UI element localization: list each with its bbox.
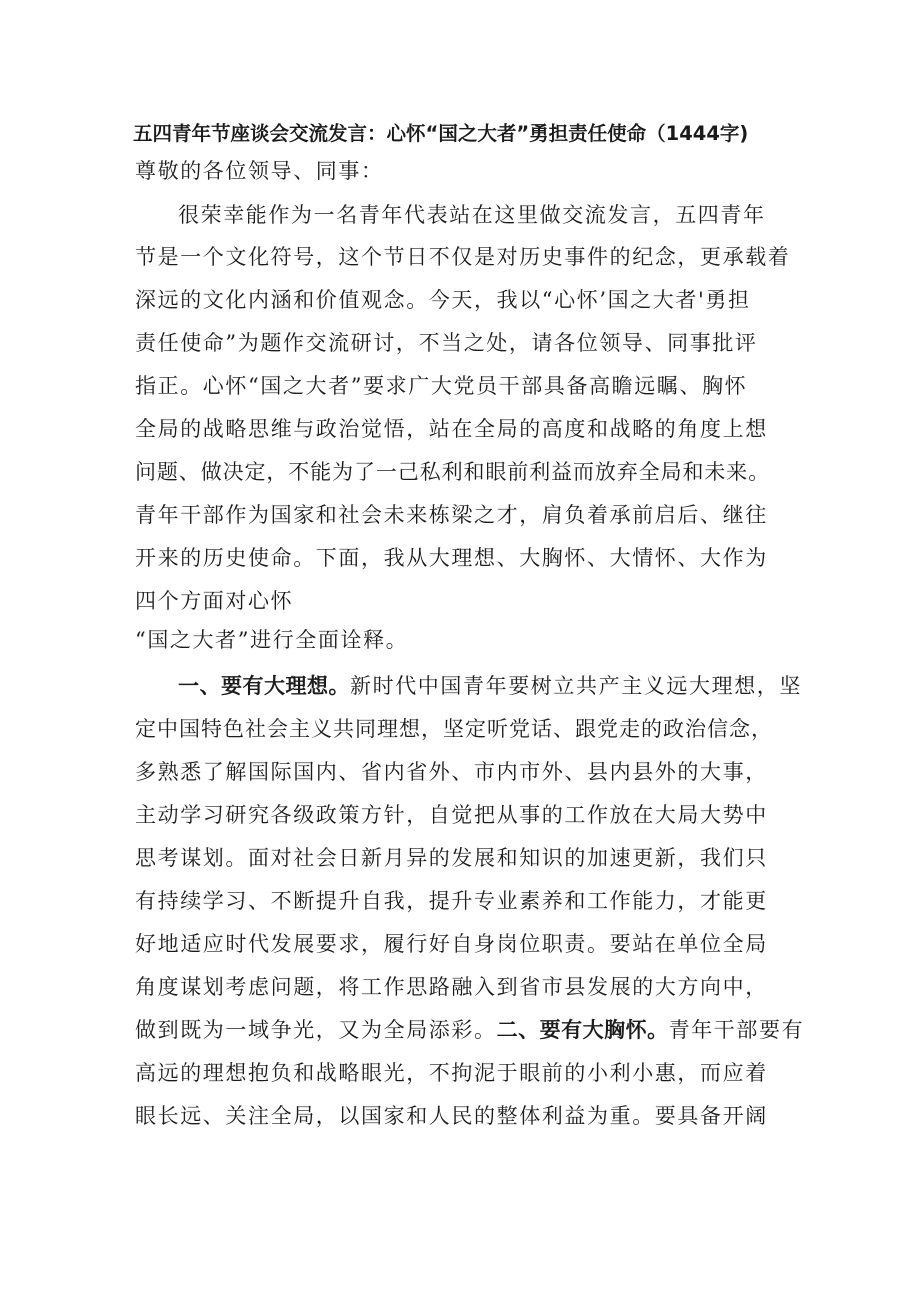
greeting: 尊敬的各位领导、同事：: [135, 159, 384, 183]
intro-line: “国之大者”进行全面诠释。: [135, 628, 409, 652]
section1-line: 好地适应时代发展要求，履行好自身岗位职责。要站在单位全局: [135, 932, 768, 956]
document-title: 五四青年节座谈会交流发言：心怀“国之大者”勇担责任使命（1444字): [133, 122, 749, 145]
section2-heading: 二、要有大胸怀。: [496, 1018, 669, 1042]
section1-line: 定中国特色社会主义共同理想，坚定听党话、跟党走的政治信念，: [135, 717, 773, 741]
section1-line: 思考谋划。面对社会日新月异的发展和知识的加速更新，我们只: [135, 846, 768, 870]
section1-last-line: [135, 1015, 804, 1045]
section1-last: 做到既为一域争光，又为全局添彩。: [135, 1018, 497, 1042]
section2-first-rest: 青年干部要有: [668, 1018, 805, 1042]
intro-line: 青年干部作为国家和社会未来栋梁之才，肩负着承前启后、继往: [135, 503, 768, 527]
intro-line: 全局的战略思维与政治觉悟，站在全局的高度和战略的角度上想: [135, 417, 768, 441]
intro-line: 四个方面对心怀: [135, 589, 294, 613]
section1-heading: 一、要有大理想。: [178, 674, 350, 698]
section1-first-rest: 新时代中国青年要树立共产主义远大理想，坚: [350, 674, 802, 698]
section1-line: 多熟悉了解国际国内、省内省外、市内市外、县内县外的大事，: [135, 760, 768, 784]
intro-line: 很荣幸能作为一名青年代表站在这里做交流发言，五四青年: [178, 203, 766, 227]
section1-line: 主动学习研究各级政策方针，自觉把从事的工作放在大局大势中: [135, 803, 768, 827]
intro-line: 深远的文化内涵和价值观念。今天，我以“心怀’国之大者'勇担: [135, 288, 751, 312]
intro-line: 指正。心怀“国之大者”要求广大党员干部具备高瞻远瞩、胸怀: [135, 374, 748, 398]
intro-line: 开来的历史使命。下面，我从大理想、大胸怀、大情怀、大作为: [135, 546, 768, 570]
section2-line: 高远的理想抱负和战略眼光，不拘泥于眼前的小利小惠，而应着: [135, 1061, 768, 1085]
section1-first-line: [178, 671, 802, 701]
intro-line: 节是一个文化符号，这个节日不仅是对历史事件的纪念，更承载着: [135, 245, 791, 269]
section1-line: 有持续学习、不断提升自我，提升专业素养和工作能力，才能更: [135, 889, 768, 913]
intro-line: 问题、做决定，不能为了一己私利和眼前利益而放弃全局和未来。: [135, 460, 771, 484]
intro-line: 责任使命”为题作交流研讨，不当之处，请各位领导、同事批评: [135, 331, 758, 355]
section1-line: 角度谋划考虑问题，将工作思路融入到省市县发展的大方向中，: [135, 975, 768, 999]
section2-line: 眼长远、关注全局，以国家和人民的整体利益为重。要具备开阔: [135, 1104, 768, 1128]
